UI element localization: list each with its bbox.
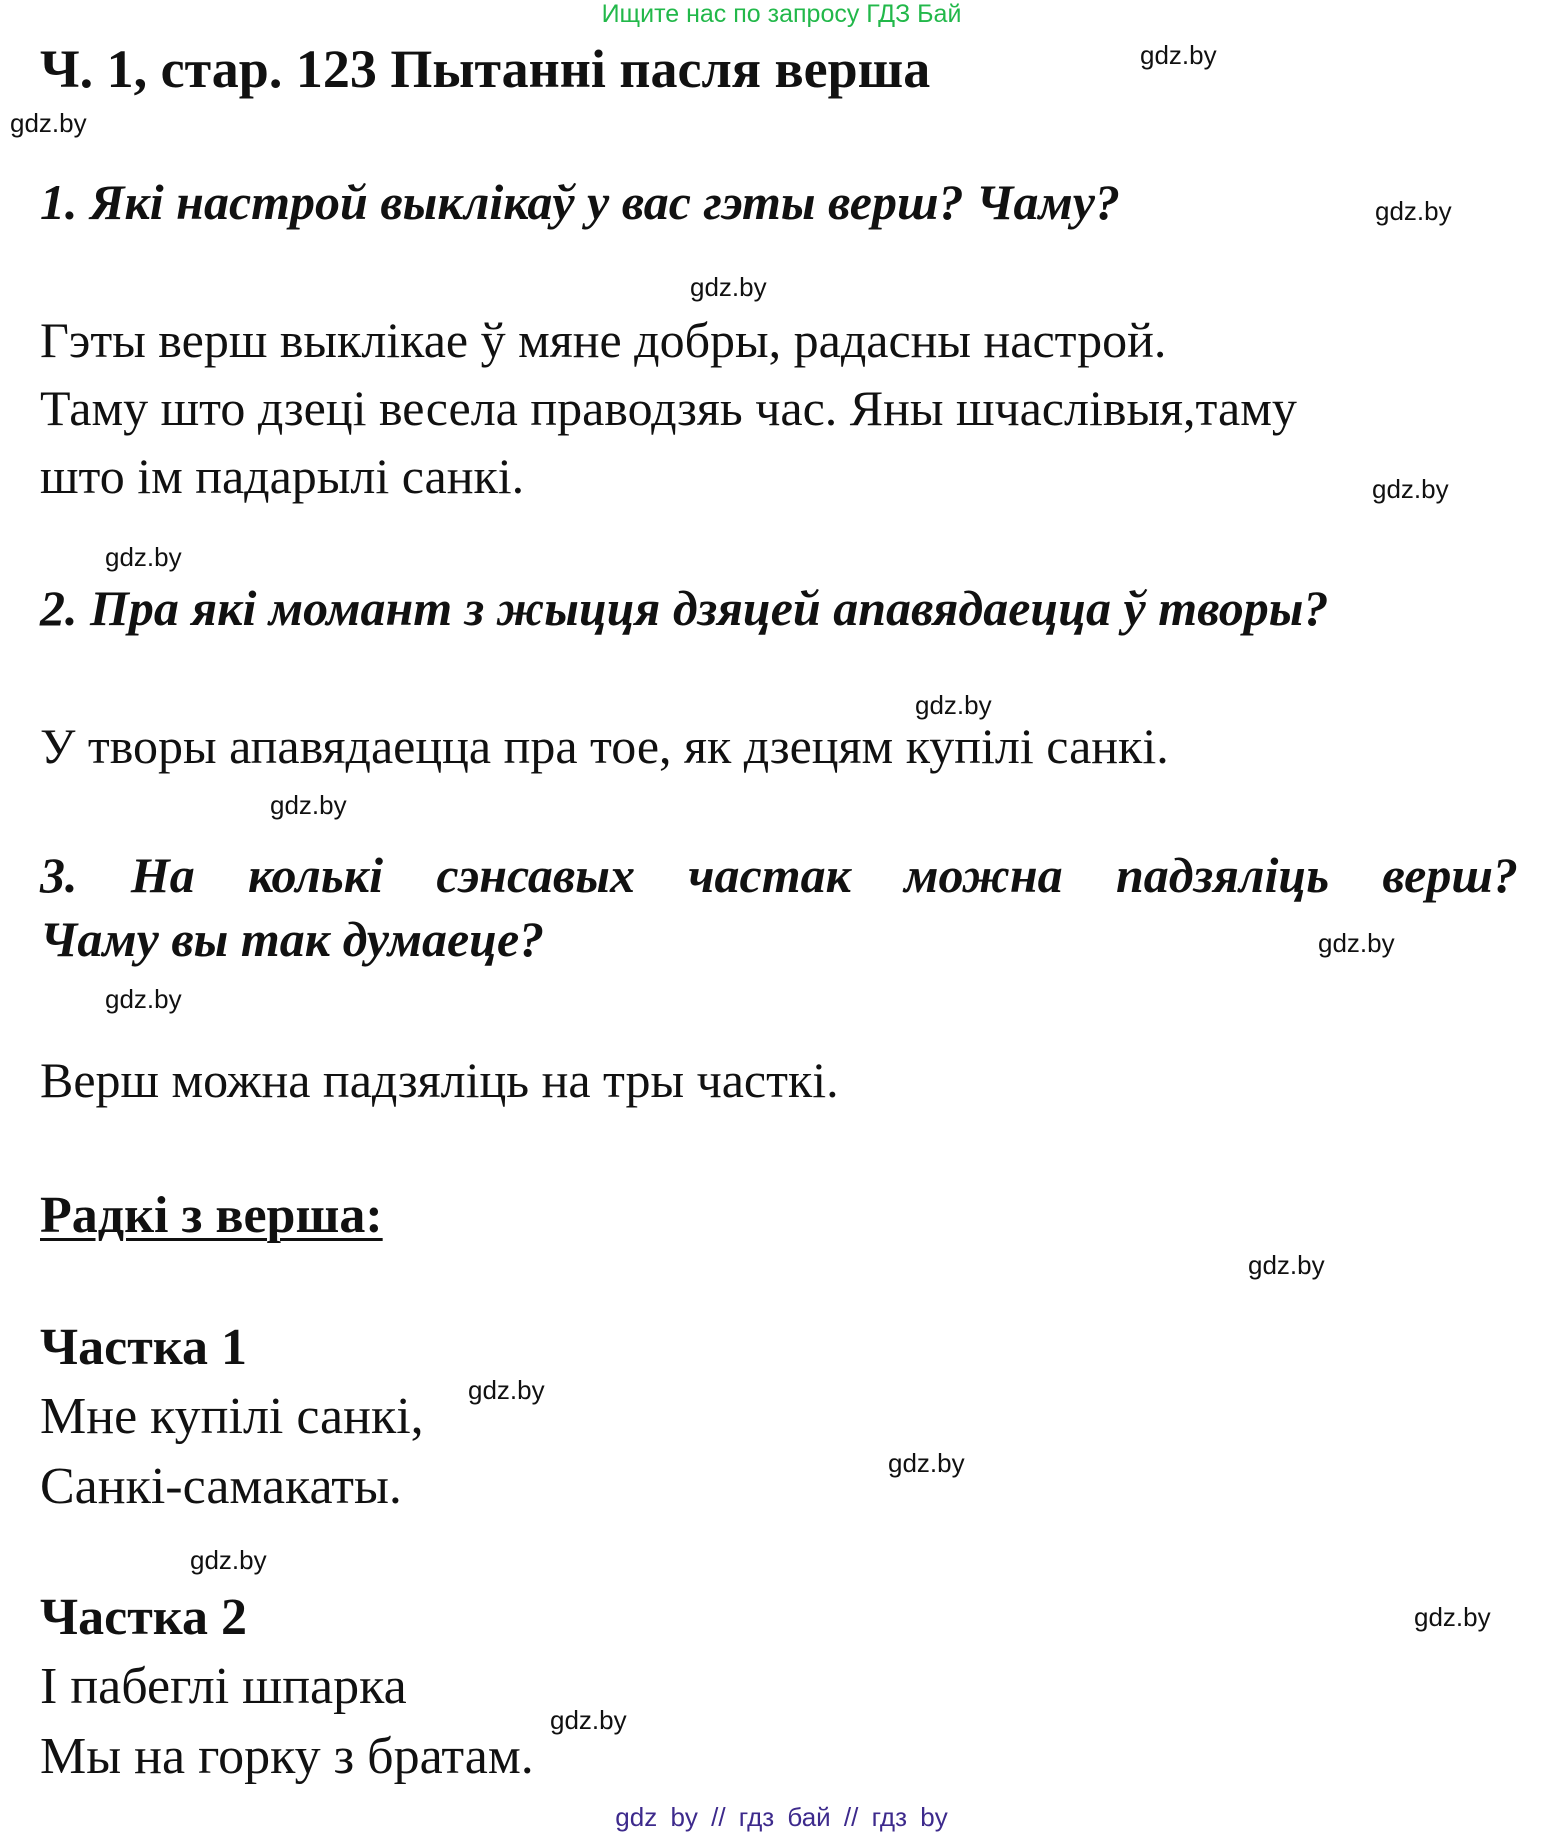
watermark: gdz.by [915, 690, 992, 720]
page-title: Ч. 1, стар. 123 Пытанні пасля верша [40, 39, 931, 99]
watermark: gdz.by [10, 108, 87, 138]
watermark: gdz.by [1140, 40, 1217, 70]
top-banner[interactable]: Ищите нас по запросу ГДЗ Бай [601, 0, 962, 28]
answer-3: Верш можна падзяліць на тры часткі. [40, 1052, 839, 1108]
watermark: gdz.by [1414, 1602, 1491, 1632]
question-3-line-2: Чаму вы так думаеце? [40, 911, 545, 967]
footer-links[interactable]: gdz by // гдз бай // гдз by [615, 1802, 948, 1832]
section-title: Радкі з верша: [40, 1187, 383, 1244]
part-1-title: Частка 1 [40, 1319, 247, 1376]
watermark: gdz.by [270, 790, 347, 820]
answer-1-line-1: Гэты верш выклікае ў мяне добры, радасны настрой. [40, 312, 1167, 368]
watermark: gdz.by [1375, 196, 1452, 226]
part-2-line-2: Мы на горку з братам. [40, 1728, 534, 1785]
watermark: gdz.by [550, 1705, 627, 1735]
answer-1-line-2: Таму што дзеці весела праводзяь час. Яны шчаслівыя,таму [40, 380, 1297, 436]
question-3-line-1: 3. На колькі сэнсавых частак можна падзяліць верш? [40, 847, 1518, 903]
answer-1-line-3: што ім падарылі санкі. [40, 448, 525, 504]
watermark: gdz.by [105, 984, 182, 1014]
part-2-title: Частка 2 [40, 1589, 247, 1646]
part-1-line-1: Мне купілі санкі, [40, 1388, 424, 1445]
watermark: gdz.by [1248, 1250, 1325, 1280]
watermark: gdz.by [690, 272, 767, 302]
watermark: gdz.by [190, 1545, 267, 1575]
watermark: gdz.by [888, 1448, 965, 1478]
watermark: gdz.by [1318, 928, 1395, 958]
answer-2: У творы апавядаецца пра тое, як дзецям купілі санкі. [40, 718, 1169, 774]
part-1-line-2: Санкі-самакаты. [40, 1458, 402, 1515]
question-2: 2. Пра які момант з жыцця дзяцей апавядаецца ў творы? [40, 580, 1329, 636]
watermark: gdz.by [468, 1375, 545, 1405]
watermark: gdz.by [1372, 474, 1449, 504]
part-2-line-1: І пабеглі шпарка [40, 1658, 407, 1715]
watermark: gdz.by [105, 542, 182, 572]
question-3 [40, 843, 1518, 971]
question-1: 1. Які настрой выклікаў у вас гэты верш? Чаму? [40, 174, 1120, 230]
